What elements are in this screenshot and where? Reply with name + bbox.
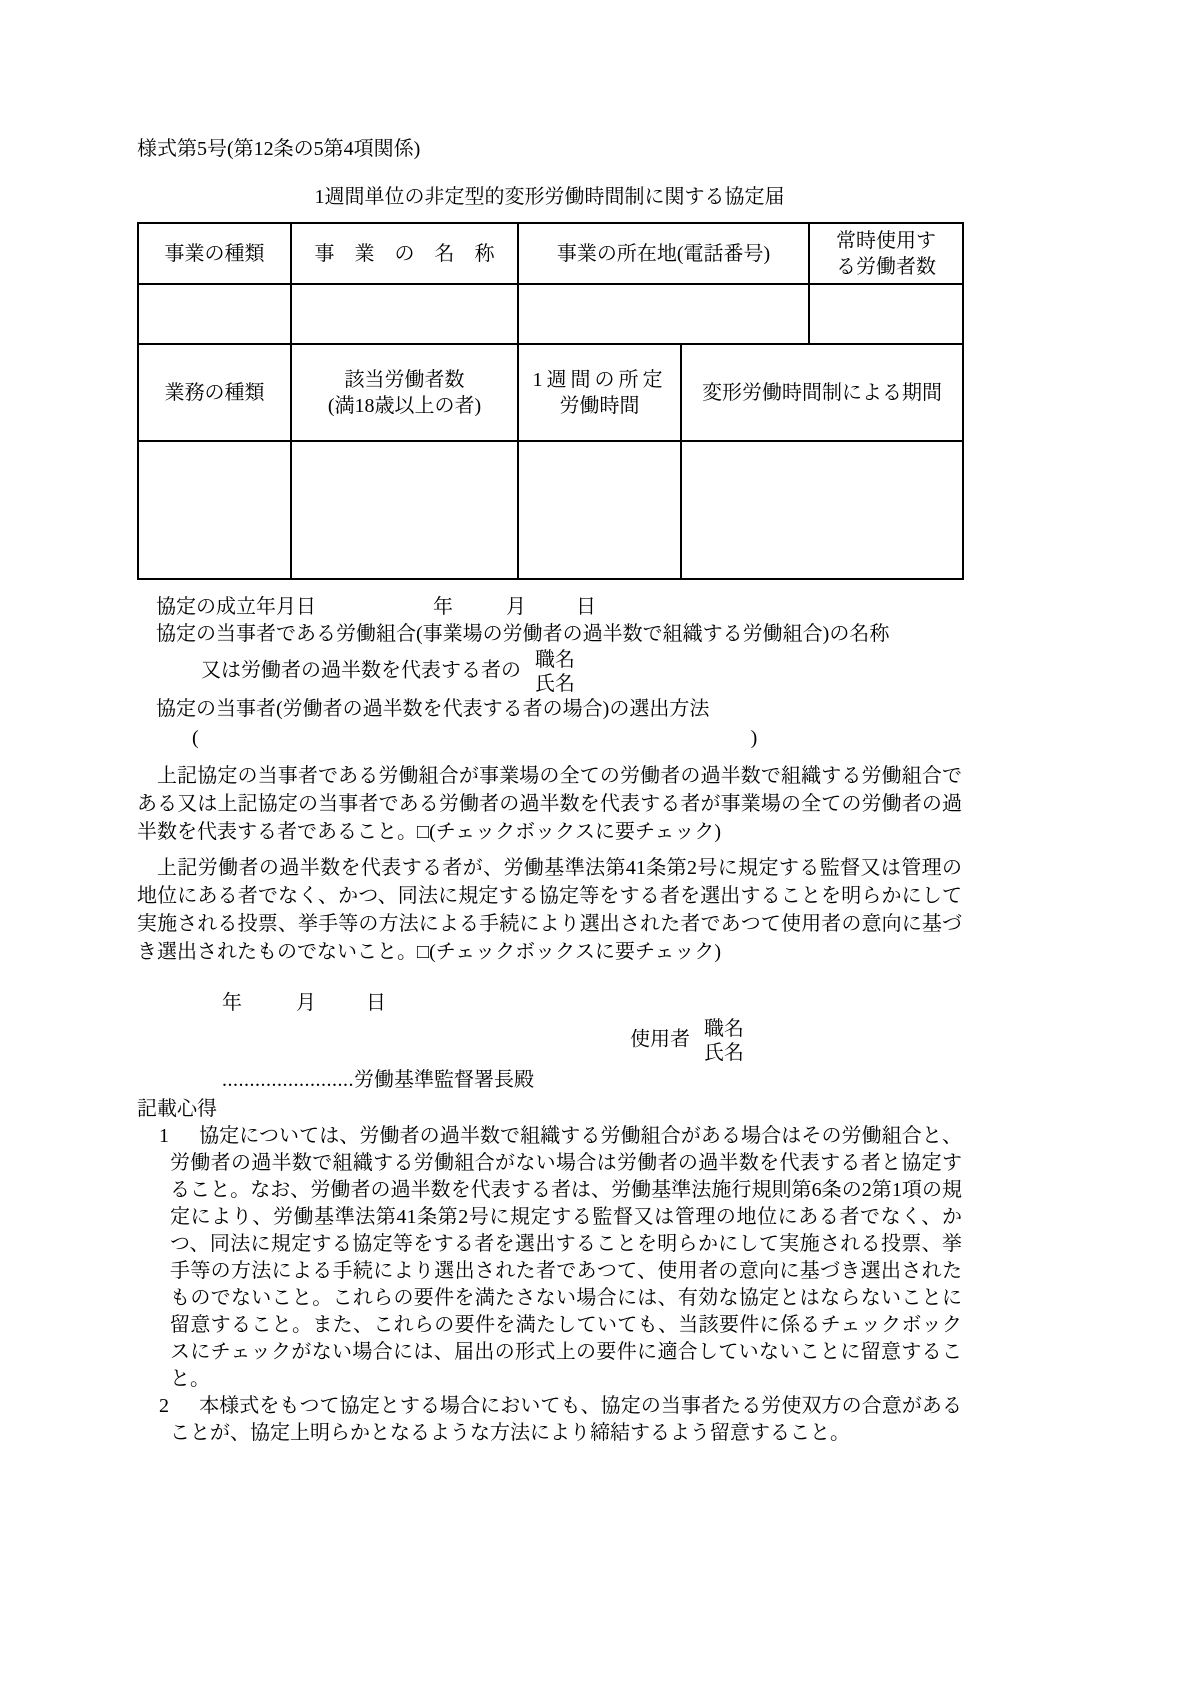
header-variable-period: 変形労働時間制による期間	[681, 344, 963, 441]
note-item-1-number: 1	[159, 1125, 169, 1147]
workers-count-cell[interactable]	[809, 284, 963, 344]
work-input-row	[138, 441, 963, 579]
note-item-2	[137, 1393, 962, 1447]
representative-text: 又は労働者の過半数を代表する者の	[201, 659, 521, 682]
work-type-cell[interactable]	[138, 441, 291, 579]
signature-month-label: 月	[296, 992, 316, 1014]
representative-position-name-stack	[535, 648, 575, 696]
agreement-date-line	[137, 594, 962, 621]
business-type-cell[interactable]	[138, 284, 291, 344]
employer-line	[137, 1017, 962, 1065]
header-workers-count-line1: 常時使用す	[836, 229, 936, 252]
representative-selection-statement-text: 上記労働者の過半数を代表する者が、労働基準法第41条第2号に規定する監督又は管理の地位にある者でなく、かつ、同法に規定する協定等をする者を選出することを明らかにして実施される投票、挙手等の方法による手続により選出された者であつて使用者の意向に基づき選出されたものでないこと。	[137, 857, 962, 963]
note-item-1	[137, 1123, 962, 1393]
work-header-row	[138, 344, 963, 441]
majority-union-checkbox[interactable]: □	[417, 821, 430, 843]
selection-method-fill-line	[137, 725, 962, 752]
signature-year-label: 年	[222, 992, 242, 1014]
header-business-address: 事業の所在地(電話番号)	[518, 223, 809, 284]
business-header-row	[138, 223, 963, 284]
header-applicable-workers-line1: 該当労働者数	[344, 368, 465, 391]
agreement-month-label: 月	[506, 596, 526, 618]
work-info-table	[137, 343, 964, 580]
labor-office-label: 労働基準監督署長殿	[354, 1069, 534, 1091]
majority-union-statement-text: 上記協定の当事者である労働組合が事業場の全ての労働者の過半数で組織する労働組合である又は上記協定の当事者である労働者の過半数を代表する者が事業場の全ての労働者の過半数を代表する者であること。	[137, 765, 962, 843]
form-title: 1週間単位の非定型的変形労働時間制に関する協定届	[314, 186, 785, 208]
note-item-2-number: 2	[159, 1395, 169, 1417]
employer-position-label: 職名	[704, 1018, 744, 1040]
note-item-2-text: 本様式をもつて協定とする場合においても、協定の当事者たる労使双方の合意があることが、協定上明らかとなるような方法により締結するよう留意すること。	[170, 1395, 962, 1444]
agreement-year-label: 年	[433, 596, 453, 618]
agreement-day-label: 日	[576, 596, 596, 618]
paren-close: )	[750, 727, 758, 749]
weekly-hours-cell[interactable]	[518, 441, 681, 579]
agreement-date-label: 協定の成立年月日	[156, 596, 316, 618]
header-work-type: 業務の種類	[138, 344, 291, 441]
business-input-row	[138, 284, 963, 344]
representative-name-label: 氏名	[535, 673, 575, 695]
employer-name-label: 氏名	[704, 1042, 744, 1064]
header-workers-count	[809, 223, 963, 284]
selection-method-fill-area[interactable]	[199, 732, 751, 752]
representative-line	[137, 648, 962, 696]
employer-label: 使用者	[630, 1028, 690, 1051]
form-number: 様式第5号(第12条の5第4項関係)	[137, 138, 421, 160]
representative-selection-checkbox[interactable]: □	[417, 941, 430, 963]
union-name-line: 協定の当事者である労働組合(事業場の労働者の過半数で組織する労働組合)の名称	[156, 623, 890, 645]
signature-day-label: 日	[366, 992, 386, 1014]
header-weekly-hours	[518, 344, 681, 441]
business-info-table	[137, 222, 964, 345]
header-weekly-hours-line1: 1週間の所定	[532, 368, 667, 391]
business-address-cell[interactable]	[518, 284, 809, 344]
majority-union-checkbox-note: (チェックボックスに要チェック)	[429, 821, 722, 843]
office-name-fill-leader[interactable]: ........................	[222, 1069, 354, 1091]
labor-office-line	[137, 1067, 962, 1094]
notes-heading: 記載心得	[137, 1098, 217, 1120]
header-applicable-workers	[291, 344, 518, 441]
note-item-1-text: 協定については、労働者の過半数で組織する労働組合がある場合はその労働組合と、労働者の過半数で組織する労働組合がない場合は労働者の過半数を代表する者と協定すること。なお、労働者の過半数を代表する者は、労働基準法施行規則第6条の2第1項の規定により、労働基準法第41条第2号に規定する監督又は管理の地位にある者でなく、かつ、同法に規定する協定等をする者を選出することを明らかにして実施される投票、挙手等の方法による手続により選出された者であつて、使用者の意向に基づき選出されたものでないこと。これらの要件を満たさない場合には、有効な協定とはならないことに留意すること。また、これらの要件を満たしていても、当該要件に係るチェックボックスにチェックがない場合には、届出の形式上の要件に適合していないことに留意すること。	[170, 1125, 962, 1390]
header-workers-count-line2: る労働者数	[836, 255, 936, 278]
variable-period-cell[interactable]	[681, 441, 963, 579]
employer-position-name-stack	[704, 1017, 744, 1065]
representative-position-label: 職名	[535, 649, 575, 671]
header-applicable-workers-line2: (満18歳以上の者)	[327, 394, 482, 417]
representative-selection-checkbox-note: (チェックボックスに要チェック)	[429, 941, 722, 963]
signature-date-line	[137, 990, 962, 1017]
header-business-name: 事 業 の 名 称	[291, 223, 518, 284]
paren-open: (	[192, 727, 199, 749]
header-business-type: 事業の種類	[138, 223, 291, 284]
applicable-workers-cell[interactable]	[291, 441, 518, 579]
business-name-cell[interactable]	[291, 284, 518, 344]
representative-selection-statement	[137, 854, 962, 966]
majority-union-statement	[137, 762, 962, 846]
header-weekly-hours-line2: 労働時間	[559, 394, 640, 417]
selection-method-line: 協定の当事者(労働者の過半数を代表する者の場合)の選出方法	[156, 698, 710, 720]
